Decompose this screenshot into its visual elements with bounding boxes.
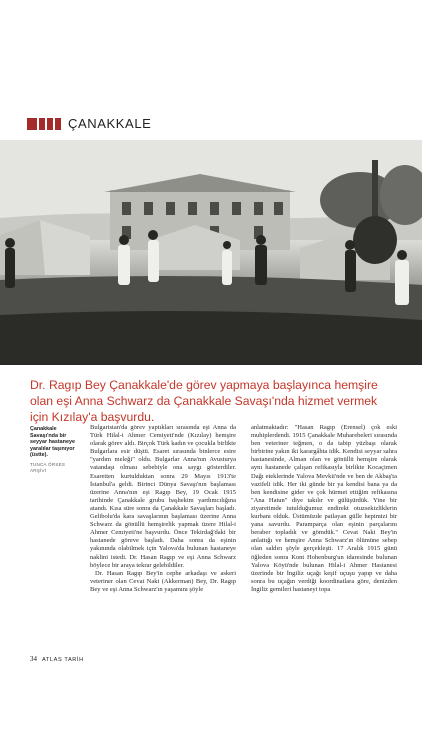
photo-caption: Çanakkale Savaşı'nda bir seyyar hastaneye yaralılar taşınıyor (üstte). <box>30 426 75 459</box>
field-hospital-image <box>0 140 422 365</box>
paragraph: anlatmaktadır: "Hasan Ragıp (Erensel) çok eski muhiplerdendi. 1915 Çanakkale Muharebeleri sırasında ben veteriner teğmen, o da tabip yüzbaşı olarak birbirine yakın iki karargâhta idik. Kendisi seyyar sahra hastanesinde, Alman olan ve gönüllü hemşire olarak aynı hastanede çalışan refikasıyla birlikte Kocaçimen Dağı eteklerinde Yalova Mevkii'nde ve ben de Akbaş'ta vazifeli idik. Her iki günde bir ya kendisi bana ya da ben kendisine gider ve çok hürmet ettiğim refikasına "Ana Hatun" diye takılır ve gülüşürdük. Yine bir ziyaretimde tutulduğumuz endirekt otuzsekizliklerin kurbanı olduk. Üstümüzde patlayan gülle hepimizi bir yana savurdu. Paramparça olan eşinin parçalarını beraber topladık ve gömdük." Cevat Naki Bey'in anlattığı ve hemşire Anna Schwarz'ın ölümüne sebep olan saldırı şöyle gerçekleşti. 17 Aralık 1915 günü öğleden sonra Kont Hohenburg'un idaresinde bulunan Yalova Köyü'nde bulunan Hilal-i Ahmer Hastanesi üzerinde bir İngiliz uçağı keşif uçuşu yapıp ve daha sonra bu uçağın verdiği koordinatlara göre, denizden İngiliz gemileri hastaneyi topa <box>251 424 397 593</box>
paragraph: Bulgaristan'da görev yaptıkları sırasında eşi Anna da Türk Hilal-i Ahmer Cemiyeti'nde (Kızılay) hemşire olarak görev aldı. Birçok Türk kadın ve çocukla birlikte Bulgarlara esir düştü. Esaret sırasında binlerce esire "yardım meleği" oldu. Bulgarlar Anna'nın Avusturya vatandaşı olması sebebiyle ona saygı gösterdiler. Esaretten kurtulduktan sonra 29 Mayıs 1913'te İstanbul'a geldi. Birinci Dünya Savaşı'nın başlaması üzerine Anna'nın eşi Ragıp Bey, 19 Ocak 1915 tarihinde Çanakkale grubu başhekim yardımcılığına atandı. Kısa süre sonra da Çanakkale Savaşları başladı. Gelibolu'da kara savaşlarının başlaması üzerine Anna Schwarz da gönüllü hemşirelik yapmak üzere Hilal-i Ahmer Cemiyeti'ne başvurdu. Önce Tekirdağ'daki bir hastanede göreve başladı. Daha sonra da eşinin yakınında olabilmek için Yalova'da bulunan hastaneye naklini istedi. Dr. Hasan Ragıp ve eşi Anna Schwarz böylece bir araya tekrar gelebildiler. <box>90 424 236 569</box>
page-footer <box>30 655 84 663</box>
text-column-1 <box>90 424 236 594</box>
magazine-name: ATLAS TARİH <box>42 657 84 663</box>
text-column-2 <box>251 424 397 594</box>
side-note <box>30 426 80 474</box>
photo-credit: TUNCA ÖRSES ARŞİVİ <box>30 461 66 473</box>
lead-caption: Dr. Ragıp Bey Çanakkale'de görev yapmaya başlayınca hemşire olan eşi Anna Schwarz da Çanakkale Savaşı'nda hizmet vermek için Kızılay'a başvurdu. <box>30 378 378 424</box>
section-header <box>27 116 151 131</box>
paragraph: Dr. Hasan Ragıp Bey'in cephe arkadaşı ve askeri veteriner olan Cevat Naki (Akkerman) Bey, Dr. Ragıp Bey ve eşi Anna Schwarz'ın yaşamını şöyle <box>90 569 236 593</box>
section-marker-icon <box>27 118 61 130</box>
section-title: ÇANAKKALE <box>68 116 152 131</box>
page-number: 34 <box>30 655 37 663</box>
historical-photo <box>0 140 422 365</box>
